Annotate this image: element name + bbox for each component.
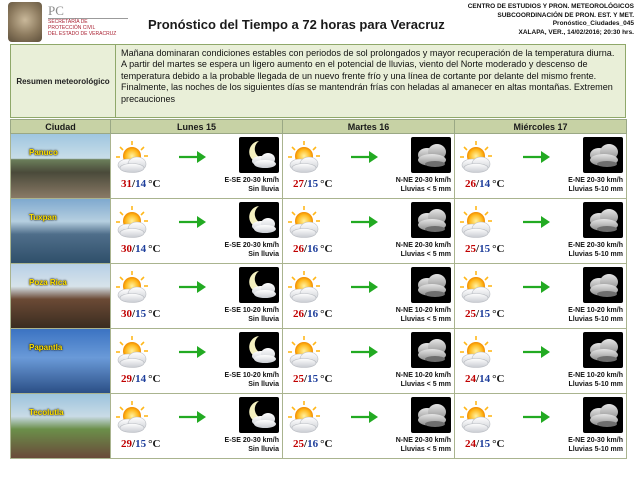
wind-text: E-SE 20-30 km/h (224, 177, 279, 184)
wind-arrow-icon (521, 211, 551, 233)
temp-unit: °C (320, 243, 333, 255)
day-forecast-cell (455, 329, 627, 394)
wind-arrow-icon (349, 406, 379, 428)
temperature (121, 373, 160, 385)
temp-unit: °C (148, 243, 161, 255)
temp-unit: °C (492, 243, 505, 255)
city-cell (11, 199, 111, 264)
cloud-icon (411, 267, 451, 303)
city-name: Tuxpan (29, 213, 57, 222)
city-row (11, 394, 627, 459)
temperature (293, 178, 332, 190)
city-photo-frame (11, 394, 110, 458)
temp-max: 25 (293, 373, 304, 385)
day-forecast (455, 329, 626, 393)
temp-max: 29 (121, 438, 132, 450)
day-forecast-cell (283, 394, 455, 459)
wind-arrow-icon (521, 341, 551, 363)
city-row (11, 329, 627, 394)
wind-rain-info (396, 306, 451, 324)
city-photo-frame (11, 199, 110, 263)
wind-arrow-icon (177, 341, 207, 363)
city-cell (11, 394, 111, 459)
rain-text: Lluvias 5-10 mm (568, 251, 623, 258)
temp-min: 14 (479, 178, 491, 190)
day-forecast (283, 199, 454, 263)
city-row (11, 134, 627, 199)
wind-rain-info (568, 371, 623, 389)
temp-min: 15 (479, 243, 491, 255)
wind-text: N-NE 20-30 km/h (395, 437, 451, 444)
temp-separator: / (132, 438, 136, 450)
city-photo (11, 199, 110, 263)
day-forecast (111, 134, 282, 198)
temp-separator: / (476, 178, 480, 190)
wind-rain-info (225, 241, 279, 259)
temp-separator: / (476, 373, 480, 385)
column-header-day: Martes 16 (283, 120, 455, 134)
temp-min: 15 (307, 373, 319, 385)
city-photo (11, 329, 110, 393)
moon-cloud-icon (239, 137, 279, 173)
temp-unit: °C (492, 178, 505, 190)
city-cell (11, 329, 111, 394)
temperature (293, 438, 332, 450)
column-header-day: Lunes 15 (111, 120, 283, 134)
temp-min: 16 (307, 308, 319, 320)
temp-max: 30 (121, 308, 132, 320)
temp-min: 14 (479, 373, 491, 385)
agency-line: DEL ESTADO DE VERACRUZ (48, 31, 117, 37)
sun-cloud-icon (287, 335, 321, 369)
cloud-icon (583, 332, 623, 368)
wind-arrow-icon (349, 211, 379, 233)
rain-text: Lluvias < 5 mm (400, 446, 451, 453)
day-forecast (455, 199, 626, 263)
day-forecast-cell (455, 199, 627, 264)
report-header (0, 0, 640, 44)
wind-arrow-icon (349, 146, 379, 168)
cloud-icon (583, 137, 623, 173)
temp-max: 26 (465, 178, 476, 190)
cloud-icon (583, 267, 623, 303)
rain-text: Lluvias 5-10 mm (568, 316, 623, 323)
temp-max: 25 (465, 243, 476, 255)
page-title: Pronóstico del Tiempo a 72 horas para Veracruz (148, 17, 445, 32)
wind-rain-info (568, 176, 623, 194)
sun-cloud-icon (459, 140, 493, 174)
wind-rain-info (396, 241, 451, 259)
temperature (293, 243, 332, 255)
day-forecast (111, 394, 282, 458)
forecast-table (10, 119, 627, 459)
day-forecast (111, 264, 282, 328)
wind-arrow-icon (177, 211, 207, 233)
day-forecast-cell (111, 329, 283, 394)
city-row (11, 264, 627, 329)
temperature (121, 438, 160, 450)
temp-separator: / (304, 308, 308, 320)
wind-text: E-NE 10-20 km/h (568, 307, 623, 314)
sun-cloud-icon (287, 140, 321, 174)
summary-text: Mañana dominaran condiciones estables con periodos de sol prolongados y mayor recuperación de la temperatura diurna. A partir del martes se espera un ligero aumento en el potencial de lluvias, viento del Norte moderado y descenso de temperatura debido a la probable llegada de un nuevo frente frío y una línea de cortante por delante del mismo frente. Finalmente, las noches de los siguientes días se mantendrán frías con heladas al amanecer en altas montañas. Extremen precauciones (121, 48, 615, 104)
day-forecast-cell (455, 264, 627, 329)
issuer-line: Pronóstico_Ciudades_045 (552, 20, 634, 27)
day-forecast (283, 134, 454, 198)
cloud-icon (583, 202, 623, 238)
rain-text: Lluvias 5-10 mm (568, 446, 623, 453)
issuer-info (444, 3, 634, 37)
rain-text: Sin lluvia (248, 316, 279, 323)
sun-cloud-icon (287, 400, 321, 434)
day-forecast (111, 199, 282, 263)
wind-text: N-NE 20-30 km/h (395, 242, 451, 249)
sun-cloud-icon (115, 335, 149, 369)
temp-separator: / (476, 308, 480, 320)
day-forecast-cell (283, 264, 455, 329)
veracruz-crest-logo (8, 2, 42, 42)
sun-cloud-icon (459, 400, 493, 434)
day-forecast (111, 329, 282, 393)
temp-separator: / (304, 178, 308, 190)
day-forecast-cell (111, 199, 283, 264)
day-forecast (455, 134, 626, 198)
rain-text: Sin lluvia (248, 446, 279, 453)
city-cell (11, 264, 111, 329)
temp-separator: / (132, 243, 136, 255)
temp-unit: °C (148, 373, 161, 385)
cloud-icon (583, 397, 623, 433)
temp-unit: °C (492, 438, 505, 450)
moon-cloud-icon (239, 332, 279, 368)
temp-max: 27 (293, 178, 304, 190)
temp-max: 29 (121, 373, 132, 385)
cloud-icon (411, 397, 451, 433)
agency-line: SECRETARÍA DE (48, 19, 88, 25)
temp-min: 14 (135, 178, 147, 190)
temp-unit: °C (492, 308, 505, 320)
weather-summary (10, 44, 626, 118)
temp-max: 31 (121, 178, 132, 190)
moon-cloud-icon (239, 397, 279, 433)
day-forecast-cell (111, 394, 283, 459)
sun-cloud-icon (115, 140, 149, 174)
temp-unit: °C (320, 438, 333, 450)
temp-max: 25 (293, 438, 304, 450)
rain-text: Lluvias < 5 mm (400, 251, 451, 258)
wind-rain-info (225, 306, 279, 324)
wind-rain-info (225, 176, 279, 194)
issuer-line: SUBCOORDINACIÓN DE PRON. EST. Y MET. (497, 11, 634, 19)
temp-separator: / (132, 308, 136, 320)
temp-min: 15 (479, 308, 491, 320)
wind-arrow-icon (349, 341, 379, 363)
agency-line: PROTECCIÓN CIVIL (48, 25, 96, 31)
temperature (121, 178, 160, 190)
wind-rain-info (396, 371, 451, 389)
wind-rain-info (568, 241, 623, 259)
city-name: Poza Rica (29, 278, 67, 287)
summary-label: Resumen meteorológico (11, 45, 116, 117)
wind-arrow-icon (521, 276, 551, 298)
wind-arrow-icon (177, 406, 207, 428)
city-photo-frame (11, 329, 110, 393)
temp-separator: / (304, 438, 308, 450)
day-forecast-cell (455, 134, 627, 199)
temp-min: 16 (307, 243, 319, 255)
day-forecast-cell (455, 394, 627, 459)
wind-text: E-NE 20-30 km/h (568, 437, 623, 444)
temperature (121, 243, 160, 255)
city-name: Panuco (29, 148, 58, 157)
temp-separator: / (476, 438, 480, 450)
sun-cloud-icon (459, 335, 493, 369)
city-photo-frame (11, 134, 110, 198)
temperature (465, 308, 504, 320)
column-header-city: Ciudad (11, 120, 111, 134)
agency-logo-text: PC (48, 4, 128, 19)
sun-cloud-icon (287, 205, 321, 239)
day-forecast-cell (283, 134, 455, 199)
temp-min: 15 (307, 178, 319, 190)
day-forecast-cell (283, 199, 455, 264)
temp-min: 15 (479, 438, 491, 450)
issuer-line: XALAPA, VER., 14/02/2016; 20:30 hrs. (518, 28, 634, 36)
city-photo (11, 264, 110, 328)
temp-min: 16 (307, 438, 319, 450)
temp-max: 26 (293, 243, 304, 255)
wind-text: N-NE 10-20 km/h (395, 372, 451, 379)
wind-rain-info (568, 436, 623, 454)
cloud-icon (411, 332, 451, 368)
temperature (465, 178, 504, 190)
temp-max: 24 (465, 373, 476, 385)
temp-min: 14 (135, 373, 147, 385)
day-forecast-cell (111, 134, 283, 199)
day-forecast (283, 264, 454, 328)
city-photo-frame (11, 264, 110, 328)
wind-arrow-icon (521, 406, 551, 428)
rain-text: Sin lluvia (248, 381, 279, 388)
sun-cloud-icon (459, 205, 493, 239)
temp-separator: / (304, 373, 308, 385)
agency-logo (48, 4, 128, 37)
wind-rain-info (568, 306, 623, 324)
sun-cloud-icon (115, 270, 149, 304)
issuer-line: CENTRO DE ESTUDIOS Y PRON. METEOROLÓGICOS (467, 3, 634, 10)
wind-arrow-icon (177, 146, 207, 168)
wind-rain-info (396, 436, 451, 454)
temperature (465, 373, 504, 385)
wind-arrow-icon (349, 276, 379, 298)
wind-rain-info (396, 176, 451, 194)
temperature (465, 438, 504, 450)
city-row (11, 199, 627, 264)
rain-text: Lluvias < 5 mm (400, 186, 451, 193)
sun-cloud-icon (115, 400, 149, 434)
cloud-icon (411, 202, 451, 238)
day-forecast (283, 329, 454, 393)
temperature (293, 373, 332, 385)
rain-text: Lluvias 5-10 mm (568, 186, 623, 193)
temp-unit: °C (320, 308, 333, 320)
wind-text: E-SE 10-20 km/h (224, 307, 279, 314)
temp-unit: °C (148, 308, 161, 320)
temp-min: 14 (135, 243, 147, 255)
temp-unit: °C (148, 178, 161, 190)
moon-cloud-icon (239, 267, 279, 303)
temp-max: 25 (465, 308, 476, 320)
wind-text: E-NE 20-30 km/h (568, 177, 623, 184)
temp-unit: °C (320, 178, 333, 190)
city-cell (11, 134, 111, 199)
temperature (121, 308, 160, 320)
day-forecast-cell (111, 264, 283, 329)
temp-unit: °C (492, 373, 505, 385)
temp-separator: / (132, 178, 136, 190)
forecast-header-row (11, 120, 627, 134)
rain-text: Lluvias 5-10 mm (568, 381, 623, 388)
city-photo (11, 134, 110, 198)
wind-text: E-NE 20-30 km/h (568, 242, 623, 249)
temperature (293, 308, 332, 320)
moon-cloud-icon (239, 202, 279, 238)
wind-rain-info (225, 436, 279, 454)
rain-text: Lluvias < 5 mm (400, 381, 451, 388)
temp-unit: °C (320, 373, 333, 385)
temp-min: 15 (135, 438, 147, 450)
wind-text: N-NE 10-20 km/h (395, 307, 451, 314)
temp-max: 30 (121, 243, 132, 255)
day-forecast (283, 394, 454, 458)
day-forecast-cell (283, 329, 455, 394)
rain-text: Sin lluvia (248, 186, 279, 193)
wind-arrow-icon (521, 146, 551, 168)
temp-unit: °C (148, 438, 161, 450)
wind-text: E-SE 20-30 km/h (224, 242, 279, 249)
temp-min: 15 (135, 308, 147, 320)
temp-separator: / (132, 373, 136, 385)
cloud-icon (411, 137, 451, 173)
rain-text: Lluvias < 5 mm (400, 316, 451, 323)
city-name: Papantla (29, 343, 63, 352)
temp-max: 24 (465, 438, 476, 450)
sun-cloud-icon (459, 270, 493, 304)
day-forecast (455, 264, 626, 328)
temperature (465, 243, 504, 255)
temp-separator: / (476, 243, 480, 255)
wind-text: E-SE 10-20 km/h (224, 372, 279, 379)
day-forecast (455, 394, 626, 458)
sun-cloud-icon (115, 205, 149, 239)
sun-cloud-icon (287, 270, 321, 304)
wind-text: N-NE 20-30 km/h (395, 177, 451, 184)
rain-text: Sin lluvia (248, 251, 279, 258)
city-photo (11, 394, 110, 458)
wind-text: E-SE 20-30 km/h (224, 437, 279, 444)
wind-text: E-NE 10-20 km/h (568, 372, 623, 379)
city-name: Tecolutla (29, 408, 64, 417)
temp-separator: / (304, 243, 308, 255)
temp-max: 26 (293, 308, 304, 320)
column-header-day: Miércoles 17 (455, 120, 627, 134)
wind-arrow-icon (177, 276, 207, 298)
wind-rain-info (225, 371, 279, 389)
